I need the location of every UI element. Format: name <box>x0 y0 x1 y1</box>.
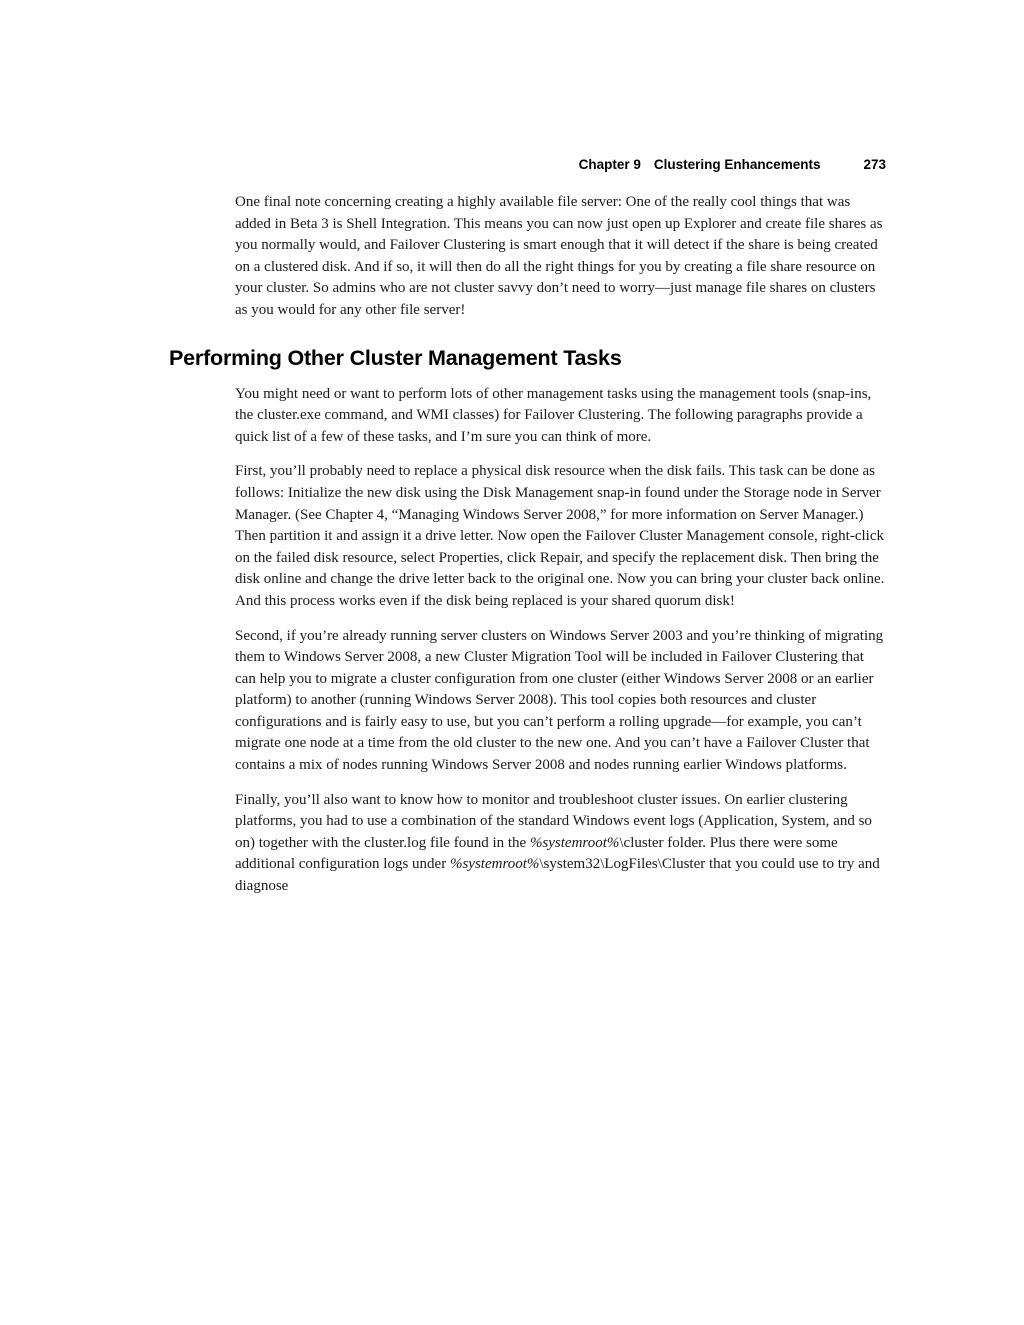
body-paragraph <box>235 461 888 612</box>
running-header <box>169 157 886 172</box>
body-text: Finally, you’ll also want to know how to monitor and troubleshoot cluster issues. On earlier clustering platforms, you had to use a combination of the standard Windows event logs (Application, System, and so on) together with the cluster.log file found in the <box>235 791 872 851</box>
header-chapter-label: Chapter 9 <box>578 157 641 172</box>
italic-text: %systemroot% <box>529 834 620 851</box>
italic-text: %systemroot% <box>449 856 540 873</box>
page-number: 273 <box>863 157 886 172</box>
body-paragraph <box>235 790 888 898</box>
body-text: \system32\LogFiles\Cluster that you could use to try and diagnose <box>235 856 880 895</box>
content-sections <box>169 192 886 898</box>
body-paragraph <box>235 384 888 449</box>
body-text: Second, if you’re already running server clusters on Windows Server 2003 and you’re thinking of migrating them to Windows Server 2008, a new Cluster Migration Tool will be included in Failover Clustering that can help you to migrate a cluster configuration from one cluster (either Windows Server 2008 or an earlier platform) to another (running Windows Server 2008). This tool copies both resources and cluster configurations and is fairly easy to use, but you can’t perform a rolling upgrade—for example, you can’t migrate one node at a time from the old cluster to the new one. And you can’t have a Failover Cluster that contains a mix of nodes running Windows Server 2008 and nodes running earlier Windows platforms. <box>235 627 884 774</box>
page-content <box>169 157 886 898</box>
body-text: One final note concerning creating a highly available file server: One of the really cool things that was added in Beta 3 is Shell Integration. This means you can now just open up Explorer and create file shares as you normally would, and Failover Clustering is smart enough that it will detect if the share is being created on a clustered disk. And if so, it will then do all the right things for you by creating a file share resource on your cluster. So admins who are not cluster savvy don’t need to worry—just manage file shares on clusters as you would for any other file server! <box>235 194 883 318</box>
section-heading: Performing Other Cluster Management Tasks <box>169 345 622 370</box>
body-text: \cluster folder. Plus there were some additional configuration logs under <box>235 834 838 873</box>
body-paragraph <box>235 192 888 322</box>
body-paragraph <box>235 626 888 777</box>
header-section-title: Clustering Enhancements <box>653 157 821 172</box>
body-text: First, you’ll probably need to replace a physical disk resource when the disk fails. This task can be done as follows: Initialize the new disk using the Disk Management snap-in found under the Storage node in Server Manager. (See Chapter 4, “Managing Windows Server 2008,” for more information on Server Manager.) Then partition it and assign it a drive letter. Now open the Failover Cluster Management console, right-click on the failed disk resource, select Properties, click Repair, and specify the replacement disk. Then bring the disk online and change the drive letter back to the original one. Now you can bring your cluster back online. And this process works even if the disk being replaced is your shared quorum disk! <box>235 463 885 609</box>
body-text: You might need or want to perform lots of other management tasks using the management tools (snap-ins, the cluster.exe command, and WMI classes) for Failover Clustering. The following paragraphs provide a quick list of a few of these tasks, and I’m sure you can think of more. <box>235 385 872 445</box>
